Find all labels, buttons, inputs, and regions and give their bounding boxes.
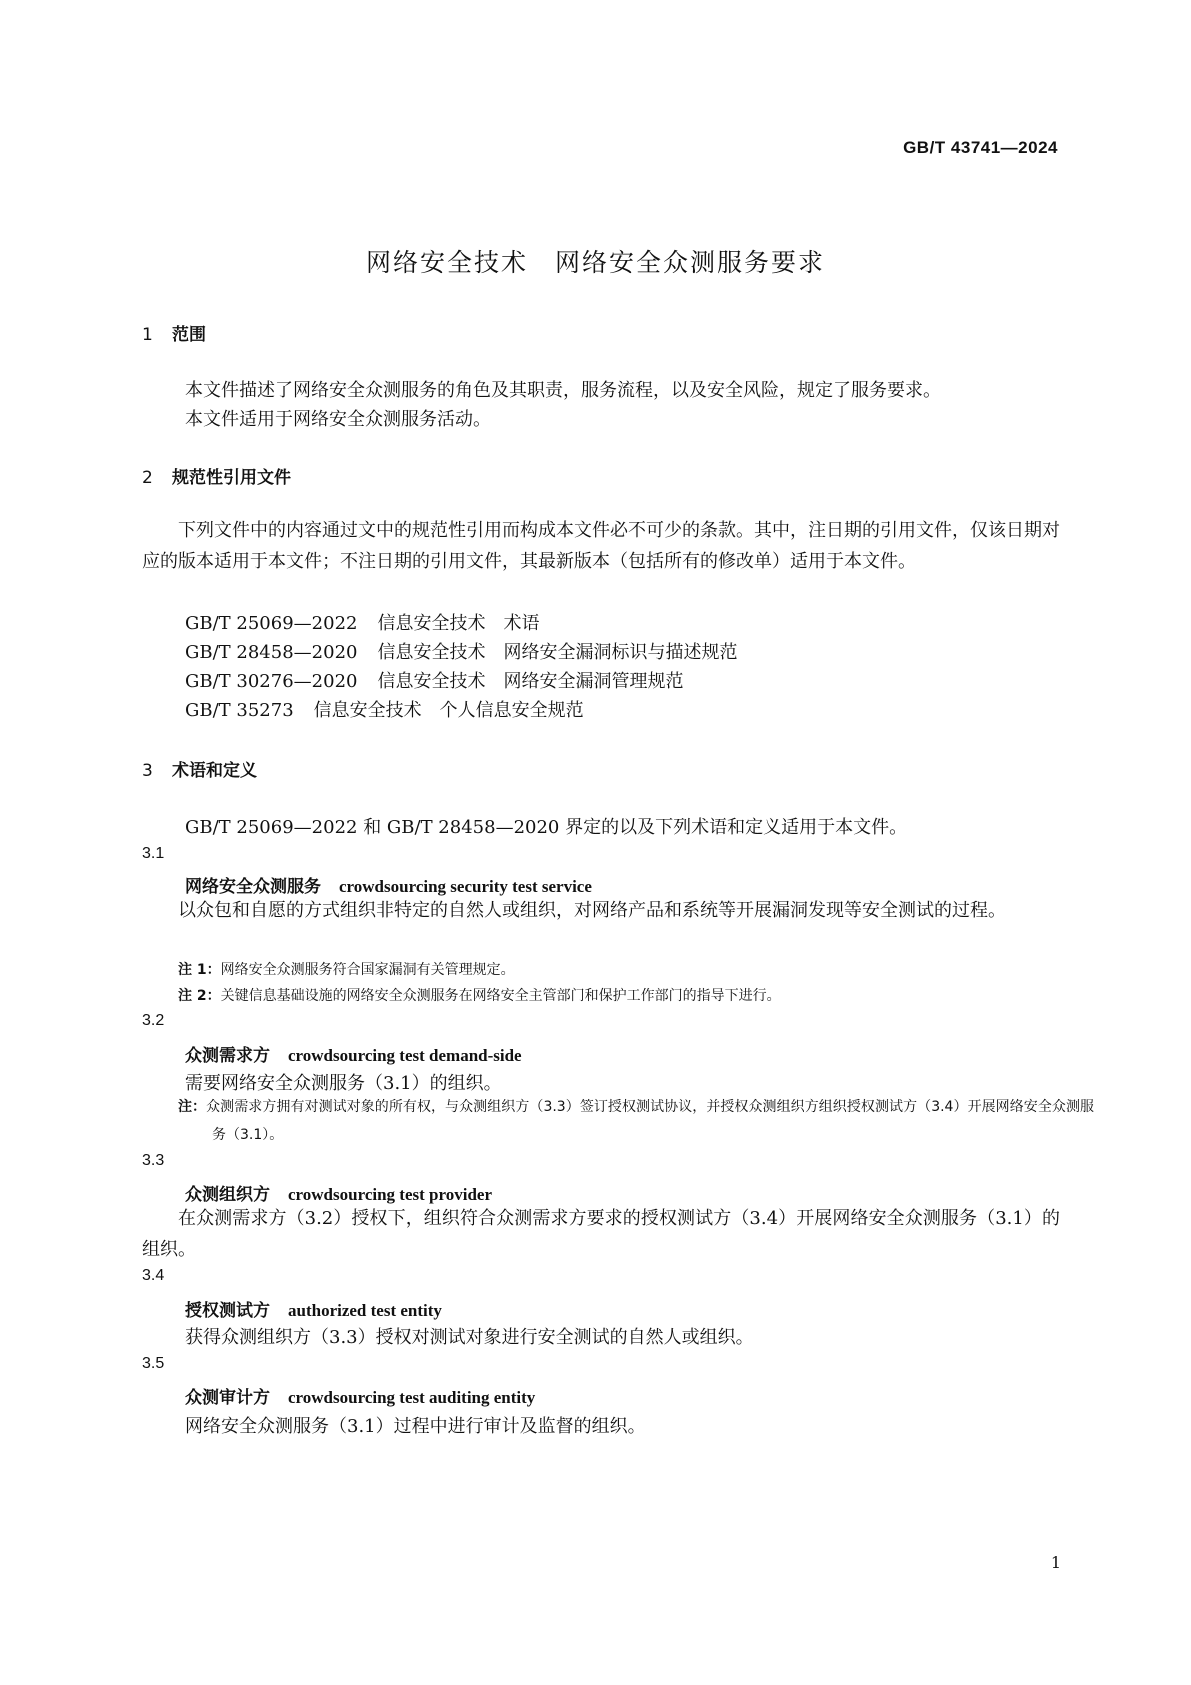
reference-code: GB/T 25069—2022 [185,613,358,634]
term-note [178,957,1060,983]
term-note [178,983,1060,1009]
section-1-paragraph-1: 本文件描述了网络安全众测服务的角色及其职责，服务流程，以及安全风险，规定了服务要求。 [185,380,941,401]
section-title: 术语和定义 [172,761,257,781]
document-title: 网络安全技术 网络安全众测服务要求 [365,248,825,277]
section-number: 3 [142,761,153,781]
term-definition: 在众测需求方（3.2）授权下，组织符合众测需求方要求的授权测试方（3.4）开展网络安全众测服务（3.1）的组织。 [142,1208,1060,1260]
term-en: crowdsourcing test auditing entity [288,1388,536,1407]
standard-number: GB/T 43741—2024 [903,138,1058,157]
term-en: crowdsourcing test demand-side [288,1046,522,1065]
section-1-paragraph-2: 本文件适用于网络安全众测服务活动。 [185,409,491,430]
term-number: 3.1 [142,845,165,862]
section-title: 范围 [172,325,206,345]
term-zh: 众测审计方 [185,1388,270,1408]
section-number: 2 [142,468,153,488]
term-number: 3.2 [142,1012,165,1029]
reference-item [185,638,737,664]
term-en: crowdsourcing security test service [339,877,592,896]
term-heading [185,1296,442,1321]
reference-code: GB/T 35273 [185,700,294,721]
section-2-intro: 下列文件中的内容通过文中的规范性引用而构成本文件必不可少的条款。其中，注日期的引用文件，仅该日期对应的版本适用于本文件；不注日期的引用文件，其最新版本（包括所有的修改单）适用于本文件。 [142,520,1060,572]
term-number: 3.4 [142,1267,165,1284]
reference-title: 信息安全技术 网络安全漏洞标识与描述规范 [377,642,738,663]
term-zh: 网络安全众测服务 [185,877,321,897]
term-number: 3.5 [142,1355,165,1372]
reference-title: 信息安全技术 网络安全漏洞管理规范 [377,671,684,692]
term-number: 3.3 [142,1152,165,1169]
term-zh: 授权测试方 [185,1301,270,1321]
section-number: 1 [142,325,153,345]
term-definition: 需要网络安全众测服务（3.1）的组织。 [185,1073,502,1094]
reference-title: 信息安全技术 术语 [377,613,540,634]
note-text: 众测需求方拥有对测试对象的所有权，与众测组织方（3.3）签订授权测试协议，并授权众测组织方组织授权测试方（3.4）开展网络安全众测服务（3.1）。 [206,1099,1095,1143]
reference-item [185,696,584,722]
section-3-heading [142,756,257,781]
reference-code: GB/T 28458—2020 [185,642,358,663]
section-title: 规范性引用文件 [172,468,291,488]
term-zh: 众测组织方 [185,1185,270,1205]
note-label: 注 1： [178,962,221,978]
note-label: 注 2： [178,988,221,1004]
reference-item [185,609,539,635]
term-note [178,1093,1094,1149]
reference-title: 信息安全技术 个人信息安全规范 [313,700,584,721]
term-definition: 以众包和自愿的方式组织非特定的自然人或组织，对网络产品和系统等开展漏洞发现等安全测试的过程。 [178,900,1006,921]
term-en: authorized test entity [288,1301,442,1320]
term-heading [185,1383,535,1408]
term-zh: 众测需求方 [185,1046,270,1066]
reference-item [185,667,683,693]
term-heading [185,1041,522,1066]
note-text: 网络安全众测服务符合国家漏洞有关管理规定。 [220,962,515,978]
note-text: 关键信息基础设施的网络安全众测服务在网络安全主管部门和保护工作部门的指导下进行。 [220,988,781,1004]
section-2-heading [142,463,291,488]
note-label: 注： [178,1099,207,1115]
term-heading [185,1180,492,1205]
section-1-heading [142,320,206,345]
term-definition: 网络安全众测服务（3.1）过程中进行审计及监督的组织。 [185,1416,646,1437]
term-definition: 获得众测组织方（3.3）授权对测试对象进行安全测试的自然人或组织。 [185,1327,754,1348]
section-3-intro: GB/T 25069—2022 和 GB/T 28458—2020 界定的以及下列术语和定义适用于本文件。 [185,817,908,838]
term-en: crowdsourcing test provider [288,1185,492,1204]
term-heading [185,872,592,897]
reference-code: GB/T 30276—2020 [185,671,358,692]
page-number: 1 [1050,1553,1061,1572]
